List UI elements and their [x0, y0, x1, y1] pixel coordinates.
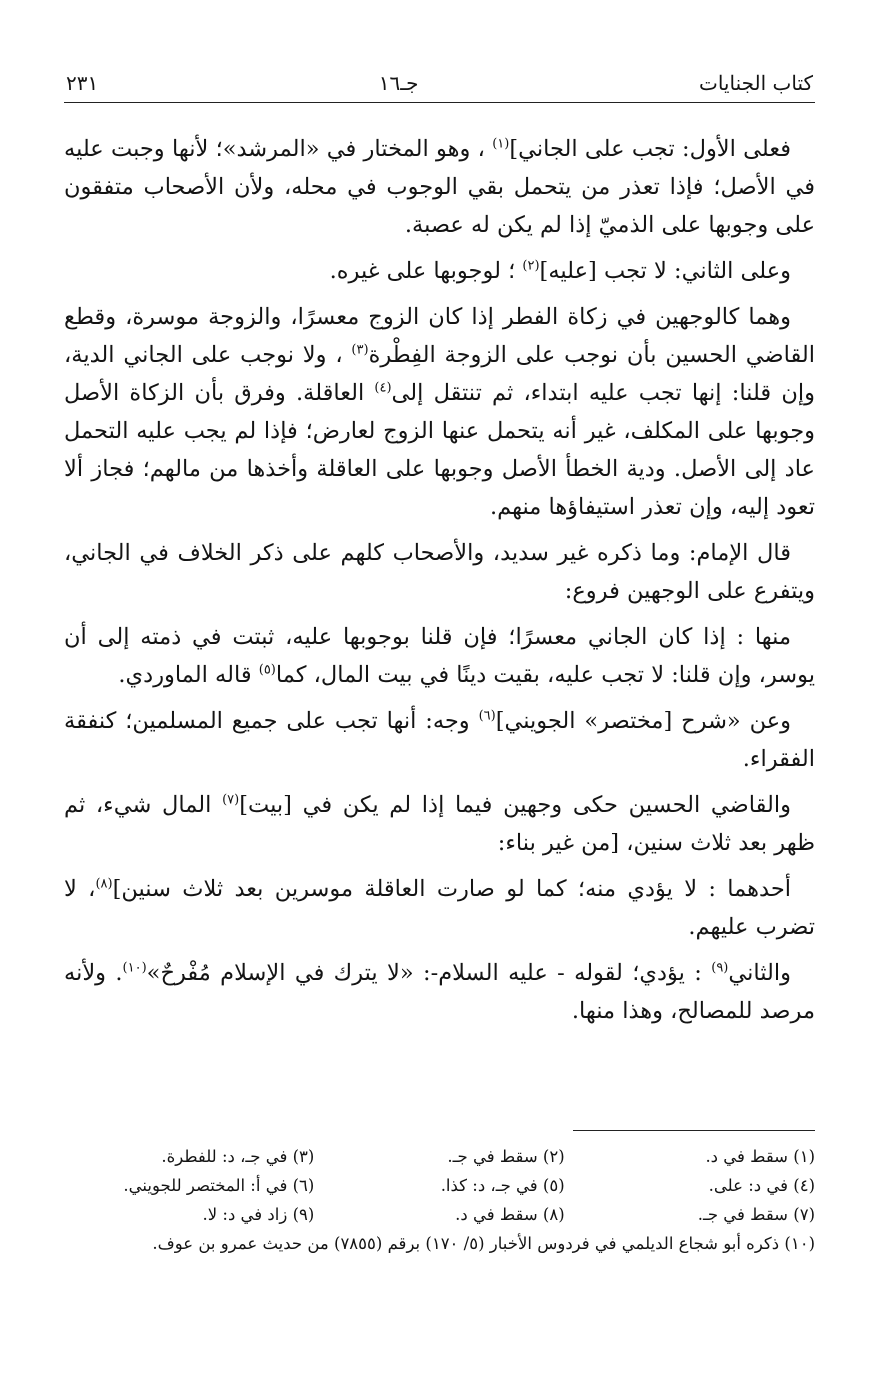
footnote: (٩) زاد في د: لا.	[202, 1205, 315, 1224]
text-run: المال شيء، ثم ظهر بعد ثلاث سنين، [من غير بناء:	[64, 792, 815, 856]
footnote-marker: (٨)	[95, 876, 113, 892]
paragraph	[64, 786, 815, 862]
footnote-row	[64, 1200, 815, 1229]
paragraph	[64, 252, 815, 290]
footnote: (١) سقط في د.	[705, 1147, 815, 1166]
footnote: (٣) في جـ، د: للفطرة.	[161, 1147, 315, 1166]
footnote: (٦) في أ: المختصر للجويني.	[123, 1176, 315, 1195]
paragraph	[64, 618, 815, 694]
footnote-marker: (٥)	[258, 662, 276, 678]
footnote: (٧) سقط في جـ.	[697, 1205, 815, 1224]
paragraph	[64, 870, 815, 946]
text-run: : يؤدي؛ لقوله - عليه السلام-: «لا يترك في الإسلام مُفْرحٌ»	[146, 960, 712, 986]
text-run: العاقلة. وفرق بأن الزكاة الأصل وجوبها على المكلف، غير أنه يتحمل عنها الزوج لعارض؛ فإذا لم يجب عليه التحمل عاد إلى الأصل. ودية الخطأ الأصل وجوبها على العاقلة وأخذها من مالهم؛ فجاز ألا تعود إليه، وإن تعذر استيفاؤها منهم.	[64, 380, 815, 520]
text-run: . ولأنه مرصد للمصالح، وهذا منها.	[64, 960, 815, 1024]
paragraph	[64, 954, 815, 1030]
text-run: والقاضي الحسين حكى وجهين فيما إذا لم يكن في [بيت]	[239, 792, 791, 818]
text-run: وهما كالوجهين في زكاة الفطر إذا كان الزوج معسرًا، والزوجة موسرة، وقطع القاضي الحسين بأن نوجب على الزوجة الفِطْرة	[64, 304, 815, 368]
text-run: ، لا تضرب عليهم.	[64, 876, 815, 940]
footnote-marker: (٦)	[478, 708, 496, 724]
text-run: وجه: أنها تجب على جميع المسلمين؛ كنفقة الفقراء.	[64, 708, 815, 772]
footnote-marker: (٣)	[351, 342, 369, 358]
paragraph	[64, 130, 815, 244]
text-run: والثاني	[728, 960, 792, 986]
page-number: ٢٣١	[66, 71, 99, 95]
text-run: أحدهما : لا يؤدي منه؛ كما لو صارت العاقلة موسرين بعد ثلاث سنين]	[112, 876, 791, 902]
footnote-marker: (٤)	[374, 380, 392, 396]
footnote-row	[64, 1142, 815, 1171]
paragraph	[64, 702, 815, 778]
footnote: (٨) سقط في د.	[455, 1205, 565, 1224]
footnote-rule	[573, 1130, 815, 1131]
text-run: قاله الماوردي.	[118, 662, 259, 688]
footnote: (١٠) ذكره أبو شجاع الديلمي في فردوس الأخبار (٥/ ١٧٠) برقم (٧٨٥٥) من حديث عمرو بن عوف.	[152, 1234, 815, 1253]
text-run: فعلى الأول: تجب على الجاني]	[509, 136, 791, 162]
chapter-title: كتاب الجنايات	[698, 71, 813, 95]
text-run: ، وهو المختار في «المرشد»؛ لأنها وجبت عليه في الأصل؛ فإذا تعذر من يتحمل بقي الوجوب في محله، ولأن الأصحاب متفقون على وجوبها على الذميّ إذا لم يكن له عصبة.	[64, 136, 815, 238]
footnote-marker: (١)	[492, 136, 510, 152]
footnote-marker: (٩)	[711, 960, 729, 976]
text-run: وعلى الثاني: لا تجب [عليه]	[539, 258, 791, 284]
text-run: قال الإمام: وما ذكره غير سديد، والأصحاب كلهم على ذكر الخلاف في الجاني، ويتفرع على الوجهين فروع:	[64, 540, 815, 604]
main-text	[64, 130, 815, 1038]
footnote: (٤) في د: على.	[708, 1176, 815, 1195]
footnote-marker: (٧)	[222, 792, 240, 808]
footnotes	[64, 1142, 815, 1258]
footnote-row	[64, 1171, 815, 1200]
header-rule	[64, 102, 815, 103]
text-run: وعن «شرح [مختصر» الجويني]	[495, 708, 791, 734]
footnote: (٥) في جـ، د: كذا.	[440, 1176, 565, 1195]
running-header	[66, 66, 813, 100]
text-run: منها : إذا كان الجاني معسرًا؛ فإن قلنا بوجوبها عليه، ثبتت في ذمته إلى أن يوسر، وإن قلنا: لا تجب عليه، بقيت دينًا في بيت المال، كما	[64, 624, 815, 688]
footnote: (٢) سقط في جـ.	[447, 1147, 565, 1166]
text-run: ؛ لوجوبها على غيره.	[329, 258, 523, 284]
footnote-marker: (١٠)	[122, 960, 147, 976]
text-run: ، ولا نوجب على الجاني الدية، وإن قلنا: إنها تجب عليه ابتداء، ثم تنتقل إلى	[64, 342, 815, 406]
footnote-marker: (٢)	[522, 258, 540, 274]
paragraph	[64, 534, 815, 610]
paragraph	[64, 298, 815, 526]
volume-label: جـ١٦	[378, 71, 419, 95]
